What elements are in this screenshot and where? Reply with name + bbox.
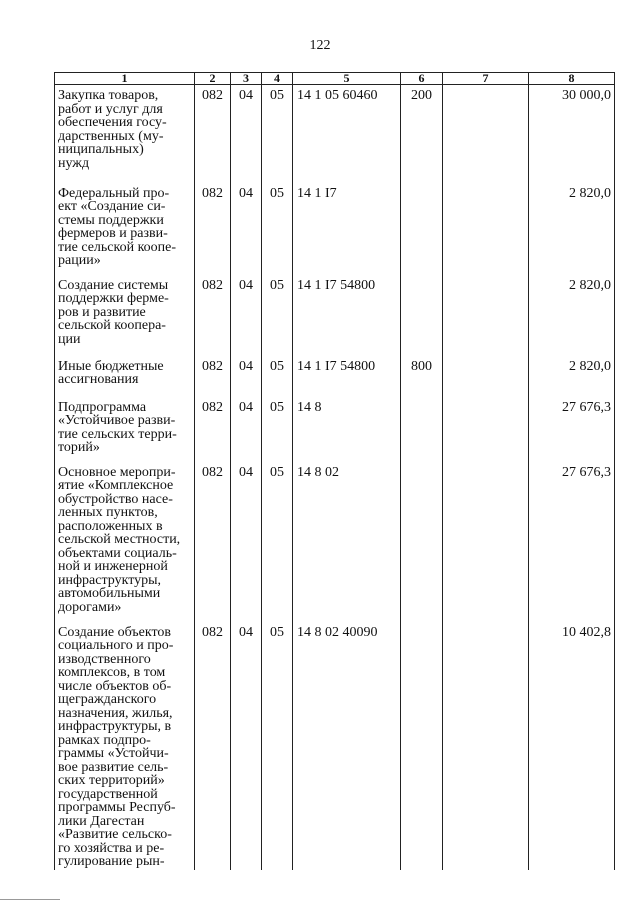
- cell-expense-type: 800: [401, 356, 443, 397]
- cell-section-code: 04: [231, 85, 262, 183]
- cell-target-article: 14 1 05 60460: [293, 85, 401, 183]
- table-row: [55, 622, 615, 870]
- table-row: [55, 462, 615, 622]
- table-row: [55, 85, 615, 183]
- item-name-text: Подпрограмма «Устойчивое разви- тие сельских терри- торий»: [58, 399, 177, 455]
- header-col-8: 8: [529, 73, 615, 85]
- cell-subsection-code: 05: [262, 85, 293, 183]
- item-name-text: Создание объектов социального и про- изводственного комплексов, в том числе объектов об- щегражданского назначения, жилья, инфраструктуры, в рамках подпро- граммы «Устойчи- вое развитие сель- ских территорий» государственной программы Респуб- лики Дагестан «Развитие сельско- го хозяйства и ре- гулирование рын-: [58, 624, 176, 869]
- item-name-text: Основное меропри- ятие «Комплексное обустройство насе- ленных пунктов, расположенных в сельской местности, объектами социаль- ной и инженерной инфраструктуры, автомобильными дорогами»: [58, 464, 181, 615]
- bottom-rule: [0, 899, 60, 900]
- cell-ministry-code: 082: [195, 85, 231, 183]
- cell-amount: 27 676,3: [529, 462, 615, 622]
- cell-target-article: 14 8 02 40090: [293, 622, 401, 870]
- item-name-text: Федеральный про- ект «Создание си- стемы поддержки фермеров и разви- тие сельской коопе- рации»: [58, 185, 177, 268]
- cell-col-7: [443, 622, 529, 870]
- cell-col-7: [443, 85, 529, 183]
- cell-col-7: [443, 183, 529, 275]
- cell-amount: 2 820,0: [529, 356, 615, 397]
- cell-target-article: 14 1 I7: [293, 183, 401, 275]
- cell-amount: 2 820,0: [529, 183, 615, 275]
- cell-target-article: 14 1 I7 54800: [293, 275, 401, 356]
- cell-col-7: [443, 356, 529, 397]
- header-col-2: 2: [195, 73, 231, 85]
- cell-expense-type: [401, 183, 443, 275]
- header-col-5: 5: [293, 73, 401, 85]
- cell-subsection-code: 05: [262, 462, 293, 622]
- item-name: [55, 397, 195, 462]
- item-name-text: Закупка товаров, работ и услуг для обеспечения госу- дарственных (му- ниципальных) нужд: [58, 88, 167, 171]
- cell-target-article: 14 1 I7 54800: [293, 356, 401, 397]
- cell-ministry-code: 082: [195, 622, 231, 870]
- cell-col-7: [443, 462, 529, 622]
- cell-col-7: [443, 275, 529, 356]
- cell-section-code: 04: [231, 462, 262, 622]
- cell-target-article: 14 8: [293, 397, 401, 462]
- header-row: [55, 73, 615, 85]
- cell-expense-type: [401, 275, 443, 356]
- cell-amount: 27 676,3: [529, 397, 615, 462]
- cell-subsection-code: 05: [262, 356, 293, 397]
- cell-section-code: 04: [231, 356, 262, 397]
- table-row: [55, 356, 615, 397]
- cell-target-article: 14 8 02: [293, 462, 401, 622]
- table-row: [55, 397, 615, 462]
- header-col-1: 1: [55, 73, 195, 85]
- cell-subsection-code: 05: [262, 397, 293, 462]
- cell-ministry-code: 082: [195, 183, 231, 275]
- item-name: [55, 462, 195, 622]
- cell-expense-type: [401, 622, 443, 870]
- cell-section-code: 04: [231, 275, 262, 356]
- table-row: [55, 275, 615, 356]
- header-col-4: 4: [262, 73, 293, 85]
- cell-ministry-code: 082: [195, 356, 231, 397]
- cell-section-code: 04: [231, 183, 262, 275]
- page-number: 122: [309, 38, 331, 53]
- cell-subsection-code: 05: [262, 622, 293, 870]
- cell-expense-type: [401, 397, 443, 462]
- header-col-6: 6: [401, 73, 443, 85]
- header-col-7: 7: [443, 73, 529, 85]
- cell-ministry-code: 082: [195, 397, 231, 462]
- budget-table: [54, 72, 615, 870]
- cell-subsection-code: 05: [262, 275, 293, 356]
- cell-amount: 10 402,8: [529, 622, 615, 870]
- cell-col-7: [443, 397, 529, 462]
- cell-amount: 2 820,0: [529, 275, 615, 356]
- cell-section-code: 04: [231, 397, 262, 462]
- table-row: [55, 183, 615, 275]
- item-name-text: Создание системы поддержки ферме- ров и развитие сельской коопера- ции: [58, 277, 169, 347]
- cell-amount: 30 000,0: [529, 85, 615, 183]
- cell-expense-type: 200: [401, 85, 443, 183]
- cell-section-code: 04: [231, 622, 262, 870]
- item-name: [55, 356, 195, 397]
- cell-ministry-code: 082: [195, 275, 231, 356]
- cell-subsection-code: 05: [262, 183, 293, 275]
- cell-ministry-code: 082: [195, 462, 231, 622]
- header-col-3: 3: [231, 73, 262, 85]
- item-name: [55, 183, 195, 275]
- cell-expense-type: [401, 462, 443, 622]
- item-name-text: Иные бюджетные ассигнования: [58, 358, 164, 387]
- item-name: [55, 275, 195, 356]
- item-name: [55, 622, 195, 870]
- item-name: [55, 85, 195, 183]
